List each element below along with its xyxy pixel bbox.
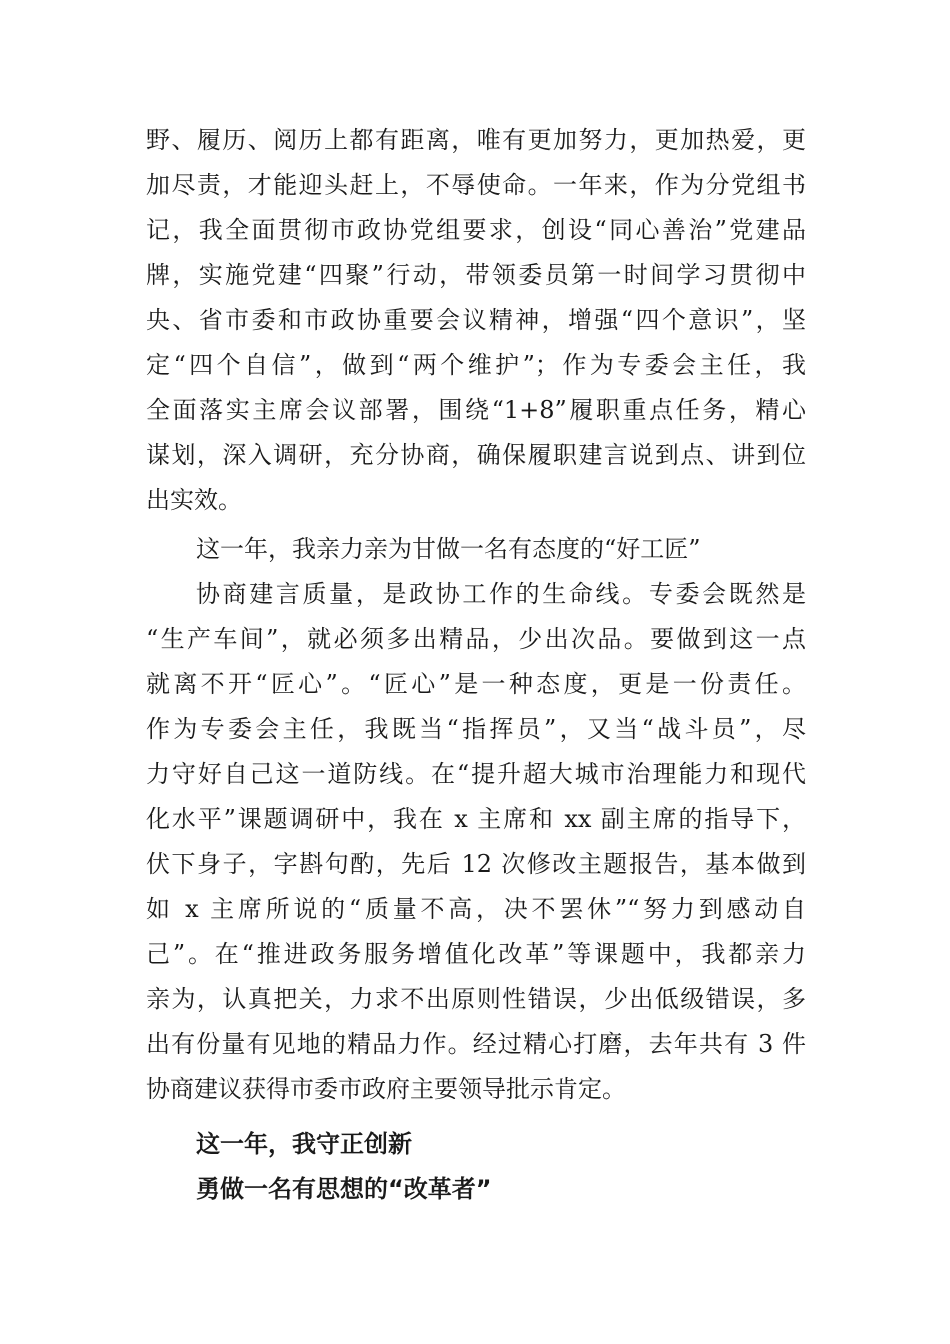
text-line: 亲为，认真把关，力求不出原则性错误，少出低级错误，多 bbox=[146, 985, 806, 1013]
text-line: 作为专委会主任，我既当“指挥员”，又当“战斗员”，尽 bbox=[146, 715, 806, 743]
text-line: 伏下身子，字斟句酌，先后 12 次修改主题报告，基本做到 bbox=[146, 850, 806, 878]
text-line: 加尽责，才能迎头赶上，不辱使命。一年来，作为分党组书 bbox=[146, 171, 806, 199]
text-line: 就离不开“匠心”。“匠心”是一种态度，更是一份责任。 bbox=[146, 670, 806, 698]
text-line: 如 x 主席所说的“质量不高，决不罢休”“努力到感动自 bbox=[146, 895, 806, 923]
text-line: “生产车间”，就必须多出精品，少出次品。要做到这一点 bbox=[146, 625, 806, 653]
text-line: 谋划，深入调研，充分协商，确保履职建言说到点、讲到位 bbox=[146, 441, 806, 469]
text-line: 出有份量有见地的精品力作。经过精心打磨，去年共有 3 件 bbox=[146, 1030, 806, 1058]
text-line: 记，我全面贯彻市政协党组要求，创设“同心善治”党建品 bbox=[146, 216, 806, 244]
section-heading: 这一年，我守正创新 bbox=[196, 1130, 412, 1158]
text-line: 己”。在“推进政务服务增值化改革”等课题中，我都亲力 bbox=[146, 940, 806, 968]
section-heading-group bbox=[146, 1122, 806, 1212]
text-line: 化水平”课题调研中，我在 x 主席和 xx 副主席的指导下， bbox=[146, 805, 806, 833]
paragraph-quality bbox=[146, 572, 806, 1112]
text-line: 全面落实主席会议部署，围绕“1+8”履职重点任务，精心 bbox=[146, 396, 806, 424]
paragraph-duties bbox=[146, 118, 806, 523]
text-line: 野、履历、阅历上都有距离，唯有更加努力，更加热爱，更 bbox=[146, 126, 806, 154]
text-line: 协商建议获得市委市政府主要领导批示肯定。 bbox=[146, 1075, 626, 1103]
paragraph-subtitle-craftsman bbox=[146, 527, 806, 572]
text-line: 出实效。 bbox=[146, 486, 242, 514]
document-body bbox=[146, 118, 806, 1212]
text-line: 协商建言质量，是政协工作的生命线。专委会既然是 bbox=[196, 580, 806, 608]
section-subtitle: 这一年，我亲力亲为甘做一名有态度的“好工匠” bbox=[196, 535, 701, 563]
text-line: 央、省市委和市政协重要会议精神，增强“四个意识”，坚 bbox=[146, 306, 806, 334]
text-line: 牌，实施党建“四聚”行动，带领委员第一时间学习贯彻中 bbox=[146, 261, 806, 289]
section-heading: 勇做一名有思想的“改革者” bbox=[196, 1175, 492, 1203]
text-line: 力守好自己这一道防线。在“提升超大城市治理能力和现代 bbox=[146, 760, 806, 788]
text-line: 定“四个自信”，做到“两个维护”；作为专委会主任，我 bbox=[146, 351, 806, 379]
